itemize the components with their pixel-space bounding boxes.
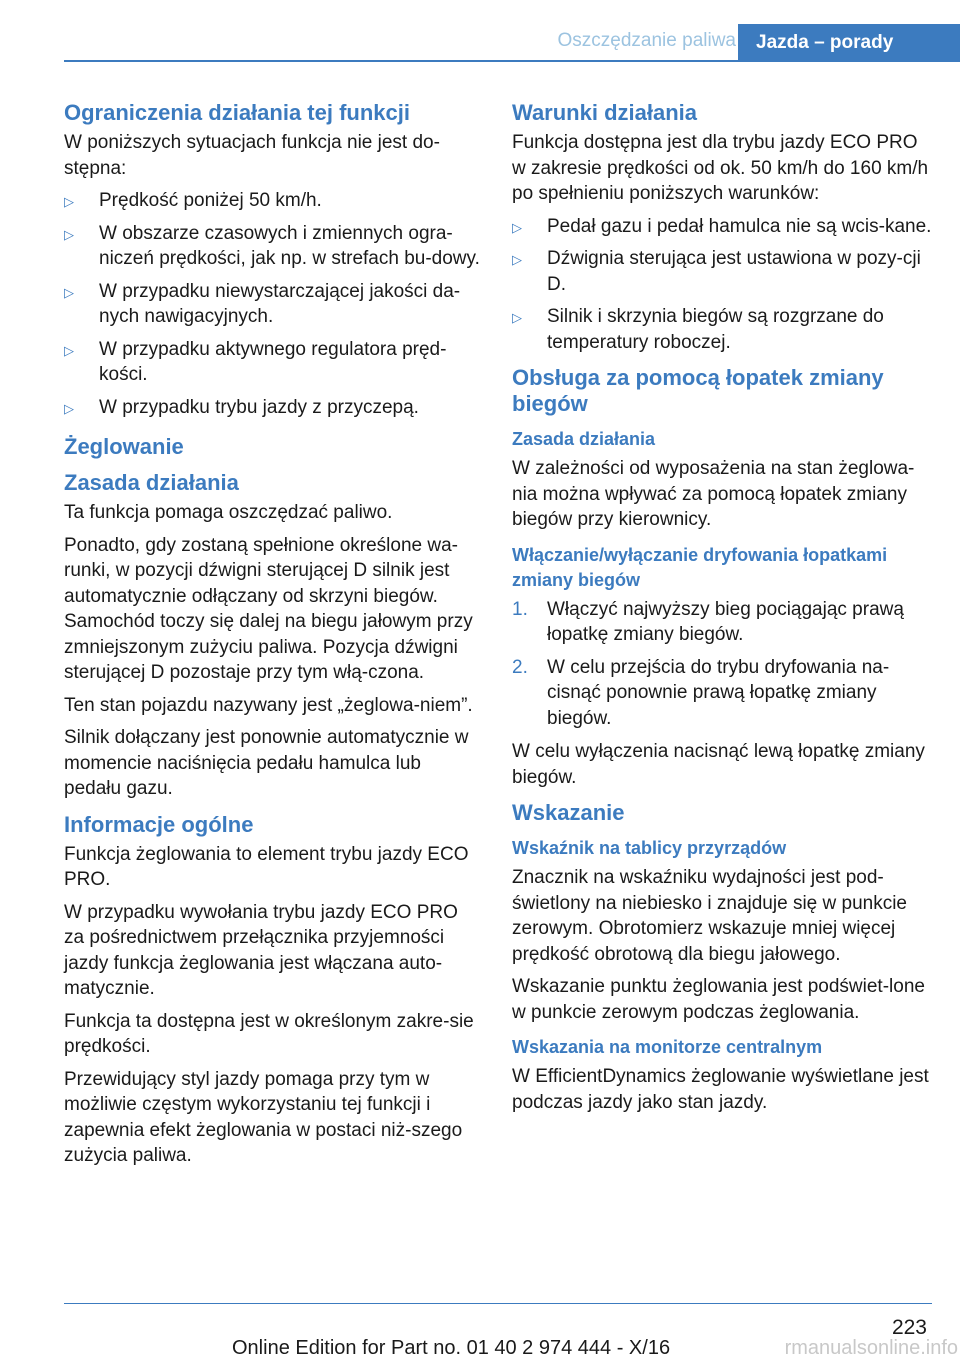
- right-column: [512, 100, 932, 1122]
- step-number: 2.: [512, 656, 528, 678]
- paragraph: Przewidujący styl jazdy pomaga przy tym w możliwie częstym wykorzystaniu tej funkcji i zapewnia efekt żeglowania w postaci niż-szego zużycia paliwa.: [64, 1068, 463, 1166]
- list-item: ▷ W przypadku trybu jazdy z przyczepą.: [64, 395, 480, 421]
- heading-principle: Zasada działania: [64, 470, 239, 495]
- list-item: ▷ Pedał gazu i pedał hamulca nie są wcis-kane.: [512, 214, 932, 240]
- paragraph: Funkcja ta dostępna jest w określonym zakre-sie prędkości.: [64, 1010, 474, 1057]
- conditions-intro: Funkcja dostępna jest dla trybu jazdy ECO PRO w zakresie prędkości od ok. 50 km/h do 160 km/h po spełnieniu poniższych warunków:: [512, 132, 929, 204]
- page-header: [0, 24, 960, 60]
- edition-footer: Online Edition for Part no. 01 40 2 974 444 - X/16: [232, 1337, 671, 1359]
- list-item: ▷ Dźwignia sterująca jest ustawiona w pozy-cji D.: [512, 248, 921, 295]
- list-item: 2. W celu przejścia do trybu dryfowania na-cisnąć ponownie prawą łopatkę zmiany biegów.: [512, 656, 890, 729]
- triangle-bullet-icon: ▷: [64, 226, 74, 242]
- list-item: ▷ W przypadku aktywnego regulatora pręd-kości.: [64, 338, 447, 385]
- paragraph: Wskazanie punktu żeglowania jest podświet-lone w punkcie zerowym podczas żeglowania.: [512, 976, 925, 1023]
- list-item: 1. Włączyć najwyższy bieg pociągając prawą łopatkę zmiany biegów.: [512, 598, 904, 645]
- watermark-text: rmanualsonline.info: [784, 1337, 958, 1359]
- triangle-bullet-icon: ▷: [512, 252, 522, 267]
- page-number: 223: [891, 1316, 927, 1339]
- triangle-bullet-icon: ▷: [512, 310, 522, 325]
- triangle-bullet-icon: ▷: [64, 342, 74, 358]
- heading-toggle-coasting: Włączanie/wyłączanie dryfowania łopatkami zmiany biegów: [512, 544, 888, 590]
- paragraph: W celu wyłączenia nacisnąć lewą łopatkę zmiany biegów.: [512, 741, 925, 788]
- list-item: ▷ Silnik i skrzynia biegów są rozgrzane do temperatury roboczej.: [512, 306, 884, 353]
- limits-intro: W poniższych sytuacjach funkcja nie jest do-stępna:: [64, 132, 440, 179]
- paragraph: W przypadku wywołania trybu jazdy ECO PRO za pośrednictwem przełącznika przyjemności jazdy funkcja żeglowania jest włączana auto-matycznie.: [64, 901, 458, 999]
- heading-general-info: Informacje ogólne: [64, 811, 254, 837]
- list-item: ▷ W przypadku niewystarczającej jakości da-nych nawigacyjnych.: [64, 280, 461, 327]
- left-column: [64, 100, 480, 1176]
- list-item: ▷ W obszarze czasowych i zmiennych ogra-niczeń prędkości, jak np. w strefach bu-dowy.: [64, 222, 480, 269]
- heading-limits: Ograniczenia działania tej funkcji: [64, 100, 410, 125]
- heading-coasting: Żeglowanie: [64, 434, 184, 459]
- list-item: ▷ Prędkość poniżej 50 km/h.: [64, 188, 480, 214]
- heading-central-monitor: Wskazania na monitorze centralnym: [512, 1037, 823, 1057]
- paragraph: W zależności od wyposażenia na stan żeglowa-nia można wpływać za pomocą łopatek zmiany biegów przy kierownicy.: [512, 458, 915, 530]
- footer-rule: [64, 1303, 932, 1304]
- triangle-bullet-icon: ▷: [64, 400, 74, 416]
- triangle-bullet-icon: ▷: [512, 219, 522, 235]
- paragraph: Funkcja żeglowania to element trybu jazdy ECO PRO.: [64, 843, 469, 890]
- header-chapter-tab: Jazda – porady: [738, 24, 960, 62]
- heading-principle: Zasada działania: [512, 429, 656, 449]
- heading-paddles: Obsługa za pomocą łopatek zmiany biegów: [512, 365, 884, 416]
- triangle-bullet-icon: ▷: [64, 284, 74, 300]
- step-number: 1.: [512, 598, 528, 620]
- conditions-list: [512, 214, 932, 356]
- header-rule: [64, 60, 738, 62]
- paragraph: Ponadto, gdy zostaną spełnione określone wa-runki, w pozycji dźwigni sterującej D silnik jest automatycznie odłączany od skrzyni biegów. Samochód toczy się dalej na biegu jałowym przy zmniejszonym zużyciu paliwa. Pozycja dźwigni sterującej D pozostaje przy tym włą-czona.: [64, 534, 473, 683]
- header-section-title: Oszczędzanie paliwa: [557, 30, 736, 51]
- heading-display: Wskazanie: [512, 800, 625, 825]
- paragraph: Silnik dołączany jest ponownie automatycznie w momencie naciśnięcia pedału hamulca lub pedału gazu.: [64, 727, 469, 799]
- paragraph: W EfficientDynamics żeglowanie wyświetlane jest podczas jazdy jako stan jazdy.: [512, 1066, 929, 1113]
- heading-conditions: Warunki działania: [512, 100, 698, 125]
- limits-list: [64, 188, 480, 420]
- paragraph: Ta funkcja pomaga oszczędzać paliwo.: [64, 502, 393, 523]
- paragraph: Znacznik na wskaźniku wydajności jest pod-świetlony na niebiesko i znajduje się w punkcie zerowym. Obrotomierz wskazuje mniej więcej prędkość obrotową dla biegu jałowego.: [512, 867, 908, 965]
- paragraph: Ten stan pojazdu nazywany jest „żeglowa-niem”.: [64, 694, 473, 716]
- triangle-bullet-icon: ▷: [64, 194, 74, 209]
- heading-instrument-cluster: Wskaźnik na tablicy przyrządów: [512, 838, 787, 858]
- steps-list: [512, 597, 932, 732]
